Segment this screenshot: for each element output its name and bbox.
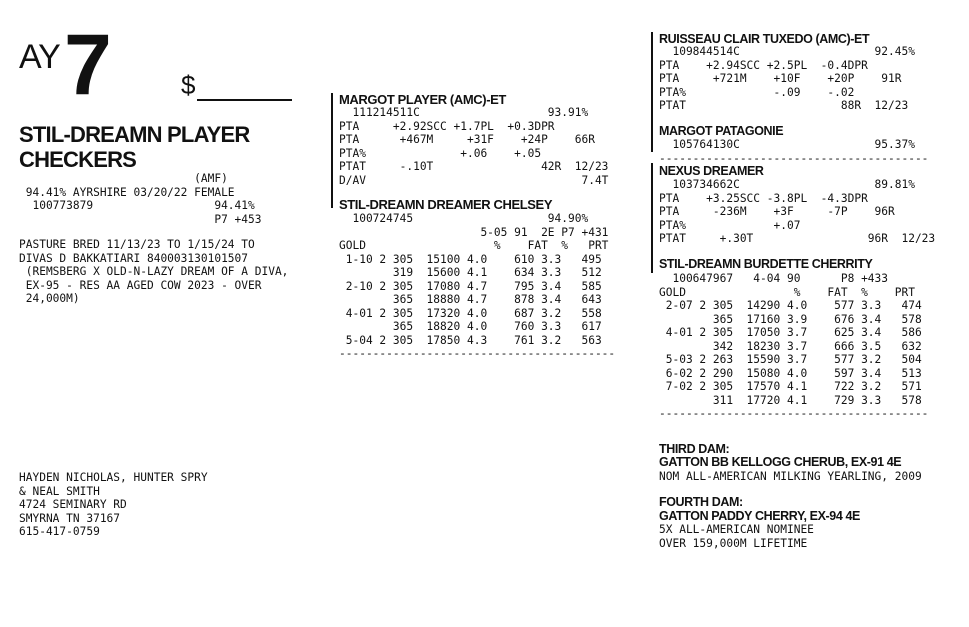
fourth-dam-note: 5X ALL-AMERICAN NOMINEE OVER 159,000M LIFETIME (659, 523, 814, 550)
third-dam-name: GATTON BB KELLOGG CHERUB, EX-91 4E (659, 455, 902, 469)
animal-details: (AMF) 94.41% AYRSHIRE 03/20/22 FEMALE 100773879 94.41% P7 +453 (25, 172, 262, 226)
price-blank-line (197, 99, 292, 101)
third-dam-label: THIRD DAM: (659, 442, 730, 456)
sire-of-sire-bracket-line (651, 32, 653, 152)
animal-name: STIL-DREAMN PLAYER CHECKERS (19, 122, 250, 172)
dam-of-dam-name: STIL-DREAMN BURDETTE CHERRITY (659, 257, 873, 271)
sire-of-sire-name: RUISSEAU CLAIR TUXEDO (AMC)-ET (659, 32, 870, 46)
lot-number: 7 (64, 17, 109, 113)
sire-of-sire-body: 109844514C 92.45% PTA +2.94SCC +2.5PL -0.4DPR PTA +721M +10F +20P 91R PTA% -.09 -.02 PTAT 88R 12/23 (659, 45, 915, 112)
sire-of-dam-bracket-line (651, 163, 653, 273)
dam-of-sire-name: MARGOT PATAGONIE (659, 124, 784, 138)
consignor-info: HAYDEN NICHOLAS, HUNTER SPRY & NEAL SMITH 4724 SEMINARY RD SMYRNA TN 37167 615-417-0759 (19, 471, 208, 538)
dam-of-sire-body: 105764130C 95.37% ---------------------------------------- (659, 138, 929, 165)
fourth-dam-name: GATTON PADDY CHERRY, EX-94 4E (659, 509, 860, 523)
dam-name: STIL-DREAMN DREAMER CHELSEY (339, 197, 553, 212)
breeding-notes: PASTURE BRED 11/13/23 TO 1/15/24 TO DIVAS D BAKKATIARI 840003130101507 (REMSBERG X OLD-N-LAZY DREAM OF A DIVA, EX-95 - RES AA AGED COW 2023 - OVER 24,000M) (19, 238, 289, 305)
sire-of-dam-body: 103734662C 89.81% PTA +3.25SCC -3.8PL -4.3DPR PTA -236M +3F -7P 96R PTA% +.07 PTAT +.30T 96R 12/23 (659, 178, 936, 245)
sire-name: MARGOT PLAYER (AMC)-ET (339, 92, 506, 107)
lot-prefix: AY (19, 38, 60, 76)
dam-body: 100724745 94.90% 5-05 91 2E P7 +431 GOLD % FAT % PRT 1-10 2 305 15100 4.0 610 3.3 495 319 15600 4.1 634 3.3 512 2-10 2 305 17080 4.7 795 3.4 585 365 18880 4.7 878 3.4 643 4-01 2 305 17320 4.0 687 3.2 558 365 18820 4.0 760 3.3 617 5-04 2 305 17850 4.3 761 3.2 563 ----------------------------------------- (339, 212, 616, 360)
third-dam-note: NOM ALL-AMERICAN MILKING YEARLING, 2009 (659, 470, 922, 483)
sire-body: 111214511C 93.91% PTA +2.92SCC +1.7PL +0.3DPR PTA +467M +31F +24P 66R PTA% +.06 +.05 PTAT -.10T 42R 12/23 D/AV 7.4T (339, 106, 609, 187)
sire-bracket-line (331, 93, 333, 208)
price-currency: $ (181, 70, 196, 100)
fourth-dam-label: FOURTH DAM: (659, 495, 743, 509)
dam-of-dam-body: 100647967 4-04 90 P8 +433 GOLD % FAT % PRT 2-07 2 305 14290 4.0 577 3.3 474 365 17160 3.9 676 3.4 578 4-01 2 305 17050 3.7 625 3.4 586 342 18230 3.7 666 3.5 632 5-03 2 263 15590 3.7 577 3.2 504 6-02 2 290 15080 4.0 597 3.4 513 7-02 2 305 17570 4.1 722 3.2 571 311 17720 4.1 729 3.3 578 ---------------------------------------- (659, 272, 929, 420)
sire-of-dam-name: NEXUS DREAMER (659, 164, 764, 178)
